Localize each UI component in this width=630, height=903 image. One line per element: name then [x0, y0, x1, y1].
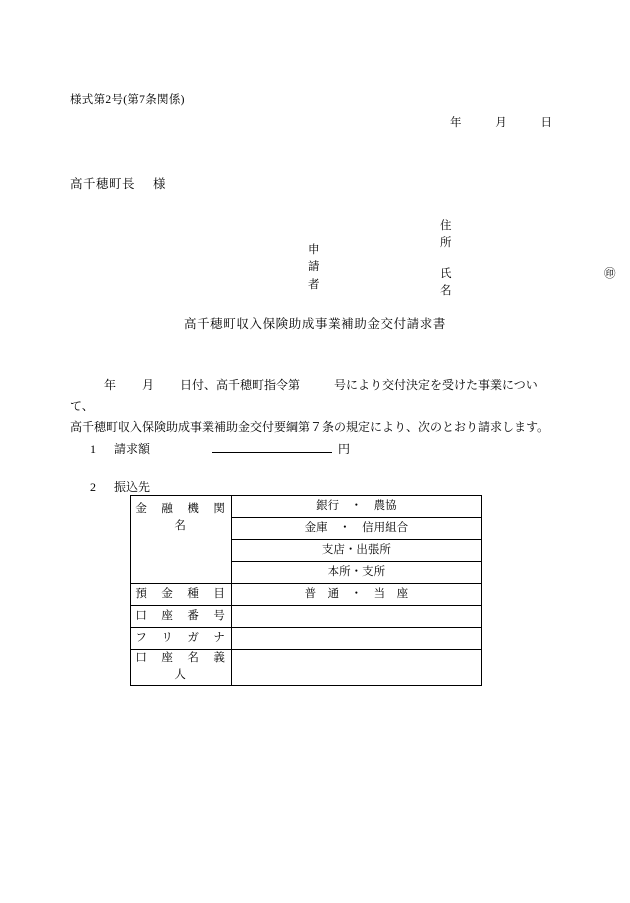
bank-name-label-spacer-2	[131, 562, 232, 584]
date-month: 月	[495, 117, 507, 129]
body-line2: 高千穂町収入保険助成事業補助金交付要綱第７条の規定により、次のとおり請求します。	[70, 420, 550, 434]
applicant-name-label: 氏 名	[440, 268, 467, 298]
table-row	[131, 606, 482, 628]
account-number-label: 口 座 番 号	[131, 606, 232, 628]
bank-name-label: 金 融 機 関 名	[131, 496, 232, 540]
item-2-label: 振込先	[114, 480, 151, 494]
body-month: 月	[142, 378, 155, 392]
deposit-type-value[interactable]: 普 通 ・ 当 座	[231, 584, 481, 606]
bank-name-label-spacer	[131, 540, 232, 562]
table-row	[131, 540, 482, 562]
table-row	[131, 650, 482, 686]
furigana-label: フ リ ガ ナ	[131, 628, 232, 650]
bank-type-option-2[interactable]: 金庫 ・ 信用組合	[231, 518, 481, 540]
body-paragraph	[70, 375, 560, 438]
date-day: 日	[540, 117, 552, 129]
furigana-input[interactable]	[231, 628, 481, 650]
account-number-input[interactable]	[231, 606, 481, 628]
item-1-number: 1	[90, 442, 96, 456]
addressee-honorific: 様	[153, 177, 167, 191]
table-row	[131, 562, 482, 584]
item-1-label: 請求額	[114, 442, 151, 456]
applicant-label: 申請者	[308, 244, 320, 291]
bank-branch-option-2[interactable]: 本所・支所	[231, 562, 481, 584]
body-order-text: 日付、高千穂町指令第	[180, 378, 301, 392]
table-row	[131, 496, 482, 518]
item-transfer-destination	[90, 478, 150, 496]
account-holder-label: 口 座 名 義 人	[131, 650, 232, 686]
claim-amount-input[interactable]	[212, 438, 332, 453]
form-number: 様式第2号(第7条関係)	[70, 94, 185, 106]
applicant-address-label: 住 所	[440, 220, 467, 250]
addressee	[70, 175, 166, 194]
bank-branch-option-1[interactable]: 支店・出張所	[231, 540, 481, 562]
date-year: 年	[450, 117, 462, 129]
document-body	[70, 0, 616, 903]
table-row	[131, 628, 482, 650]
date-line	[450, 115, 552, 132]
item-claim-amount	[90, 438, 350, 458]
page-title: 高千穂町収入保険助成事業補助金交付請求書	[183, 317, 446, 331]
seal-icon: ㊞	[604, 268, 616, 280]
item-2-number: 2	[90, 480, 96, 494]
table-row	[131, 584, 482, 606]
bank-type-option-1[interactable]: 銀行 ・ 農協	[231, 496, 481, 518]
deposit-type-label: 預 金 種 目	[131, 584, 232, 606]
body-order-suffix: 号により交付決定を受けた事業について、	[70, 378, 538, 413]
body-year: 年	[104, 378, 117, 392]
item-1-unit: 円	[338, 442, 351, 456]
bank-info-table	[130, 495, 482, 686]
addressee-name: 高千穂町長	[70, 177, 136, 191]
account-holder-input[interactable]	[231, 650, 481, 686]
